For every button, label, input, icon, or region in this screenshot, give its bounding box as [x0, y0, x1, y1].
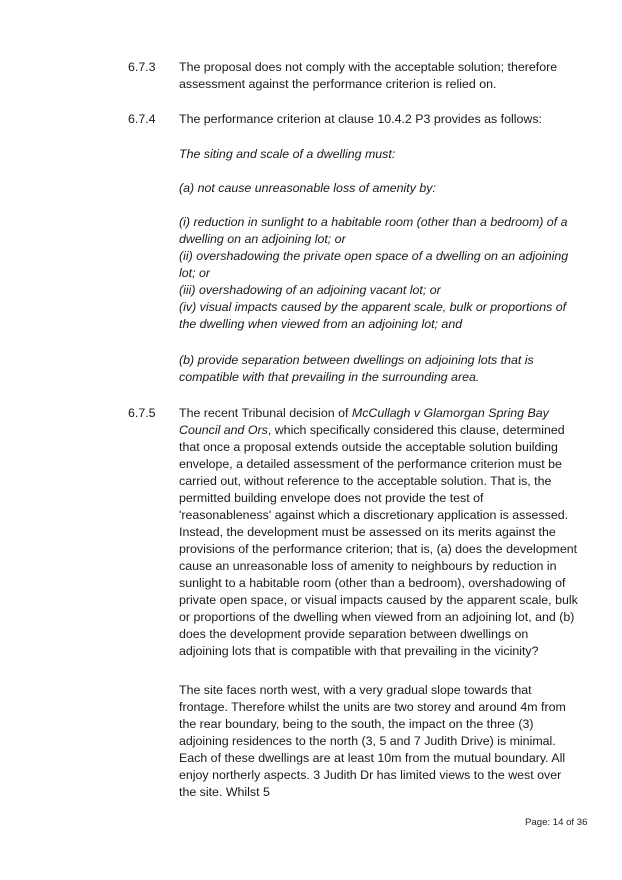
- quote-item-a: (a) not cause unreasonable loss of amenity by:: [179, 181, 436, 195]
- quote-subitems: [179, 214, 579, 333]
- text-rest: , which specifically considered this clause, determined that once a proposal extends outside the acceptable solution building envelope, a detailed assessment of the performance criterion must be carried out, without reference to the acceptable solution. That is, the permitted building envelope does not provide the test of 'reasonableness' against which a discretionary application is assessed. Instead, the development must be assessed on its merits against the provisions of the performance criterion; that is, (a) does the development cause an unreasonable loss of amenity to neighbours by reduction in sunlight to a habitable room (other than a bedroom), overshadowing of private open space, or visual impacts caused by the apparent scale, bulk or proportions of the dwelling when viewed from an adjoining lot, and (b) does the development provide separation between dwellings on adjoining lots that is compatible with that prevailing in the vicinity?: [179, 423, 578, 658]
- section-text: [179, 405, 579, 660]
- quote-item-iii: (iii) overshadowing of an adjoining vacant lot; or: [179, 283, 441, 297]
- page-number: Page: 14 of 36: [525, 817, 588, 828]
- quote-item-ii: (ii) overshadowing the private open space of a dwelling on an adjoining lot; or: [179, 249, 569, 280]
- case-name: McCullagh v Glamorgan Spring Bay Council and Ors: [179, 406, 549, 437]
- text-lead: The recent Tribunal decision of: [179, 406, 352, 420]
- section-text: The proposal does not comply with the acceptable solution; therefore assessment against the performance criterion is relied on.: [179, 60, 558, 91]
- quote-item-i: (i) reduction in sunlight to a habitable room (other than a bedroom) of a dwelling on an adjoining lot; or: [179, 215, 568, 246]
- quote-intro: The siting and scale of a dwelling must:: [179, 147, 396, 161]
- section-number: 6.7.4: [128, 112, 156, 126]
- section-number: 6.7.3: [128, 60, 156, 74]
- section-text: The site faces north west, with a very gradual slope towards that frontage. Therefore whilst the units are two storey and around 4m from the rear boundary, being to the south, the impact on the three (3) adjoining residences to the north (3, 5 and 7 Judith Drive) is minimal. Each of these dwellings are at least 10m from the mutual boundary. All enjoy northerly aspects. 3 Judith Dr has limited views to the west over the site. Whilst 5: [179, 683, 566, 799]
- section-number: 6.7.5: [128, 406, 156, 420]
- quote-item-iv: (iv) visual impacts caused by the apparent scale, bulk or proportions of the dwelling when viewed from an adjoining lot; and: [179, 300, 567, 331]
- section-text: The performance criterion at clause 10.4.2 P3 provides as follows:: [179, 112, 542, 126]
- quote-item-b: (b) provide separation between dwellings on adjoining lots that is compatible with that prevailing in the surrounding area.: [179, 353, 534, 384]
